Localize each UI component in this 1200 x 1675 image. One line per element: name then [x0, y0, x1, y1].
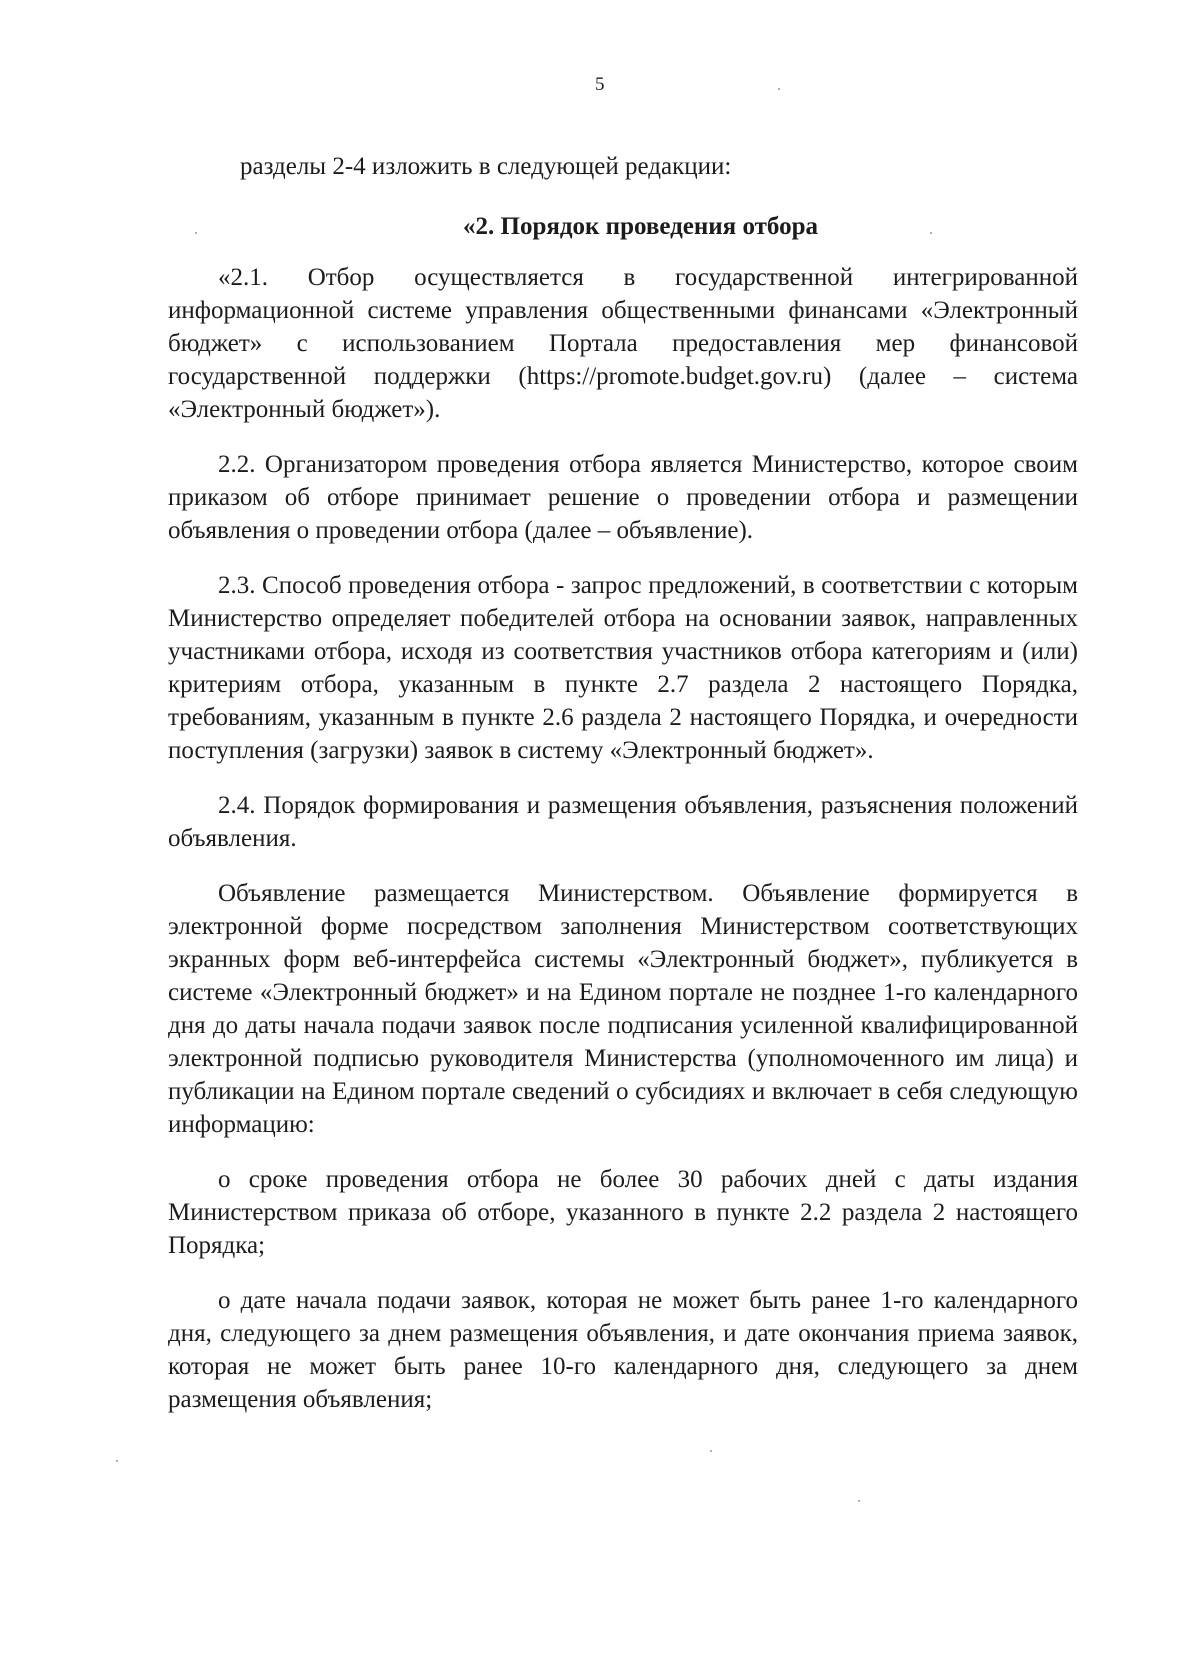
page-number: 5 [595, 74, 605, 95]
paragraph-2-2: 2.2. Организатором проведения отбора является Министерство, которое своим приказом об отборе принимает решение о проведении отбора и размещении объявления о проведении отбора (далее – объявление). [168, 451, 1078, 544]
document-body [168, 150, 1078, 1434]
scan-speck [710, 1450, 712, 1452]
scan-speck [778, 88, 780, 90]
list-item-application-dates: о дате начала подачи заявок, которая не может быть ранее 1-го календарного дня, следующего за днем размещения объявления, и дате окончания приема заявок, которая не может быть ранее 10-го календарного дня, следующего за днем размещения объявления; [168, 1287, 1078, 1413]
paragraph-2-4: 2.4. Порядок формирования и размещения объявления, разъяснения положений объявления. [168, 792, 1078, 852]
paragraph-announcement: Объявление размещается Министерством. Объявление формируется в электронной форме посредством заполнения Министерством соответствующих экранных форм веб-интерфейса системы «Электронный бюджет», публикуется в системе «Электронный бюджет» и на Едином портале не позднее 1-го календарного дня до даты начала подачи заявок после подписания усиленной квалифицированной электронной подписью руководителя Министерства (уполномоченного им лица) и публикации на Едином портале сведений о субсидиях и включает в себя следующую информацию: [168, 880, 1078, 1138]
scan-speck [116, 1460, 118, 1462]
scan-speck [930, 232, 932, 234]
list-item-selection-period: о сроке проведения отбора не более 30 рабочих дней с даты издания Министерством приказа об отборе, указанного в пункте 2.2 раздела 2 настоящего Порядка; [168, 1166, 1078, 1259]
section-heading: «2. Порядок проведения отбора [463, 213, 818, 240]
scan-speck [195, 232, 197, 234]
paragraph-2-3: 2.3. Способ проведения отбора - запрос предложений, в соответствии с которым Министерство определяет победителей отбора на основании заявок, направленных участниками отбора, исходя из соответствия участников отбора категориям и (или) критериям отбора, указанным в пункте 2.7 раздела 2 настоящего Порядка, требованиям, указанным в пункте 2.6 раздела 2 настоящего Порядка, и очередности поступления (загрузки) заявок в систему «Электронный бюджет». [168, 572, 1078, 764]
paragraph-2-1: «2.1. Отбор осуществляется в государственной интегрированной информационной системе управления общественными финансами «Электронный бюджет» с использованием Портала предоставления мер финансовой государственной поддержки (https://promote.budget.gov.ru) (далее – система «Электронный бюджет»). [168, 264, 1078, 423]
scan-speck [858, 1500, 860, 1502]
intro-paragraph: разделы 2-4 изложить в следующей редакции: [240, 153, 732, 180]
